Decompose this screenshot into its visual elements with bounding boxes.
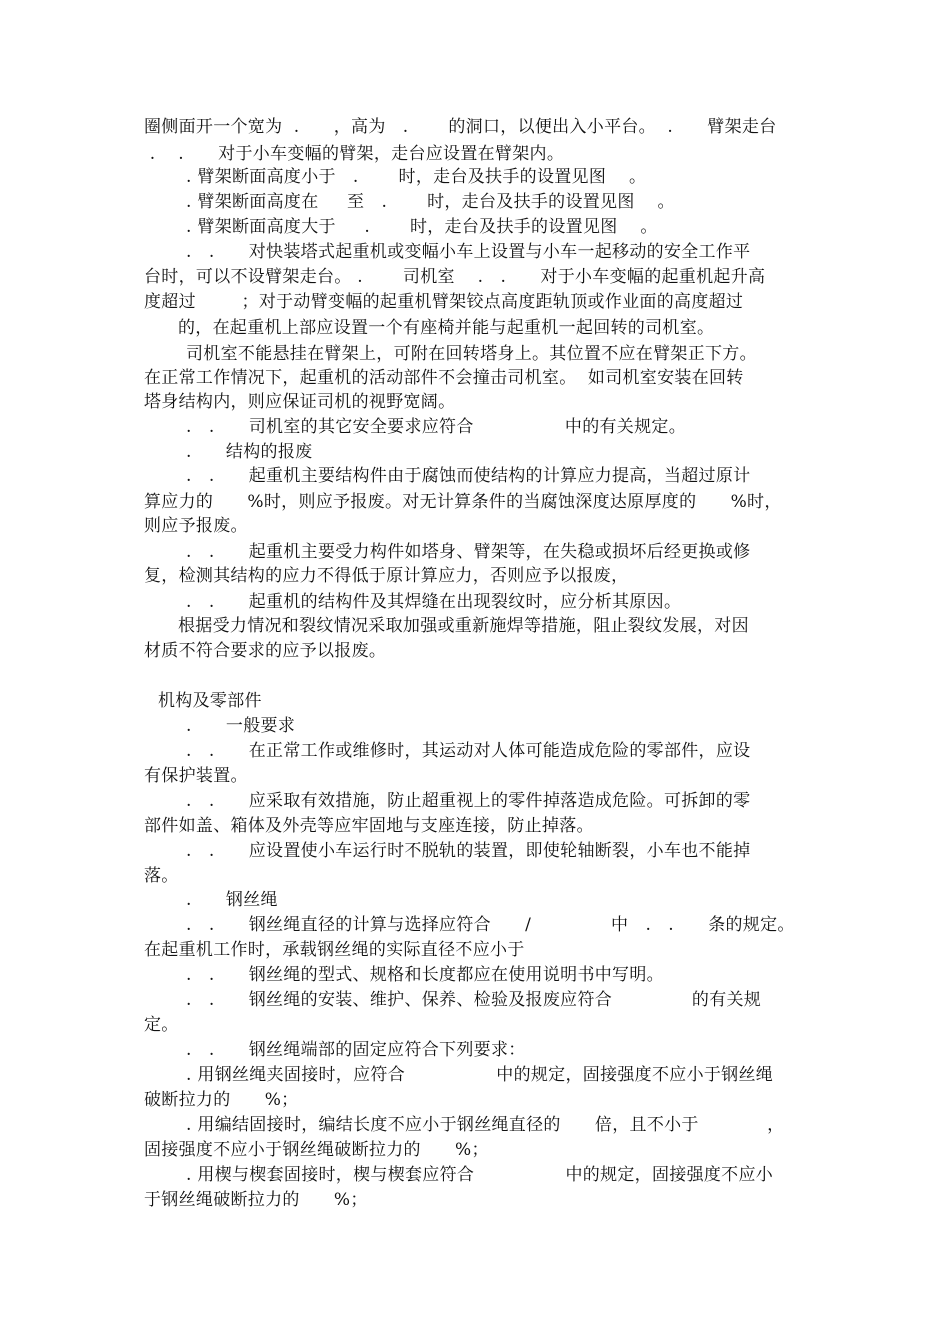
text-line-12: 塔身结构内，则应保证司机的视野宽阔。 (144, 392, 456, 412)
text-line-22: 材质不符合要求的应予以报废。 (144, 641, 387, 661)
section-heading-general: . 一般要求 (186, 716, 296, 736)
text-line-27: . . 应采取有效措施，防止超重视上的零件掉落造成危险。可拆卸的零 (186, 791, 751, 811)
text-line-16: 算应力的 %时，则应予报废。对无计算条件的当腐蚀深度达原厚度的 %时， (144, 492, 782, 512)
text-line-37: . . 钢丝绳端部的固定应符合下列要求： (186, 1040, 526, 1060)
text-line-1: 圈侧面开一个宽为 . ，高为 . 的洞口，以便出入小平台。 . 臂架走台 (144, 117, 777, 137)
text-line-29: . . 应设置使小车运行时不脱轨的装置，即使轮轴断裂，小车也不能掉 (186, 841, 751, 861)
text-line-6: . . 对快装塔式起重机或变幅小车上设置与小车一起移动的安全工作平 (186, 242, 751, 262)
text-line-35: . . 钢丝绳的安装、维护、保养、检验及报废应符合 的有关规 (186, 990, 762, 1010)
text-line-3: . 臂架断面高度小于 . 时，走台及扶手的设置见图 。 (186, 167, 647, 187)
text-line-18: . . 起重机主要受力构件如塔身、臂架等，在失稳或损坏后经更换或修 (186, 542, 751, 562)
text-line-17: 则应予报废。 (144, 516, 248, 536)
text-line-40: . 用编结固接时，编结长度不应小于钢丝绳直径的 倍，且不小于 ， (186, 1115, 785, 1135)
text-line-25: . . 在正常工作或维修时，其运动对人体可能造成危险的零部件，应设 (186, 741, 751, 761)
text-line-26: 有保护装置。 (144, 766, 248, 786)
text-line-21: 根据受力情况和裂纹情况采取加强或重新施焊等措施，阻止裂纹发展，对因 (178, 616, 749, 636)
text-line-42: . 用楔与楔套固接时，楔与楔套应符合 中的规定，固接强度不应小 (186, 1165, 774, 1185)
text-line-11: 在正常工作情况下，起重机的活动部件不会撞击司机室。 如司机室安装在回转 (144, 368, 744, 388)
text-line-9: 的，在起重机上部应设置一个有座椅并能与起重机一起回转的司机室。 (178, 318, 715, 338)
text-line-34: . . 钢丝绳的型式、规格和长度都应在使用说明书中写明。 (186, 965, 664, 985)
text-line-30: 落。 (144, 866, 179, 886)
text-line-13: . . 司机室的其它安全要求应符合 中的有关规定。 (186, 417, 687, 437)
text-line-32: . . 钢丝绳直径的计算与选择应符合 / 中 . . 条的规定。 (186, 915, 795, 935)
text-line-41: 固接强度不应小于钢丝绳破断拉力的 %； (144, 1140, 489, 1160)
text-line-2: . . 对于小车变幅的臂架，走台应设置在臂架内。 (144, 144, 565, 164)
text-line-20: . . 起重机的结构件及其焊缝在出现裂纹时，应分析其原因。 (186, 592, 682, 612)
section-heading-mechanisms: 机构及零部件 (158, 691, 262, 711)
text-line-7: 台时，可以不设臂架走台。 . 司机室 . . 对于小车变幅的起重机起升高 (144, 267, 766, 287)
text-line-39: 破断拉力的 %； (144, 1090, 299, 1110)
text-line-33: 在起重机工作时，承载钢丝绳的实际直径不应小于 (144, 940, 525, 960)
text-line-5: . 臂架断面高度大于 . 时，走台及扶手的设置见图 。 (186, 217, 658, 237)
text-line-36: 定。 (144, 1015, 179, 1035)
section-heading-structure-scrap: . 结构的报废 (186, 442, 313, 462)
text-line-38: . 用钢丝绳夹固接时，应符合 中的规定，固接强度不应小于钢丝绳 (186, 1065, 774, 1085)
text-line-15: . . 起重机主要结构件由于腐蚀而使结构的计算应力提高，当超过原计 (186, 466, 751, 486)
text-line-4: . 臂架断面高度在 至 . 时，走台及扶手的设置见图 。 (186, 192, 675, 212)
text-line-19: 复，检测其结构的应力不得低于原计算应力，否则应予以报废， (144, 566, 629, 586)
text-line-28: 部件如盖、箱体及外壳等应牢固地与支座连接，防止掉落。 (144, 816, 594, 836)
text-line-43: 于钢丝绳破断拉力的 %； (144, 1190, 368, 1210)
text-line-10: 司机室不能悬挂在臂架上，可附在回转塔身上。其位置不应在臂架正下方。 (186, 344, 757, 364)
section-heading-wire-rope: . 钢丝绳 (186, 890, 278, 910)
text-line-8: 度超过 ；对于动臂变幅的起重机臂架铰点高度距轨顶或作业面的高度超过 (144, 292, 744, 312)
